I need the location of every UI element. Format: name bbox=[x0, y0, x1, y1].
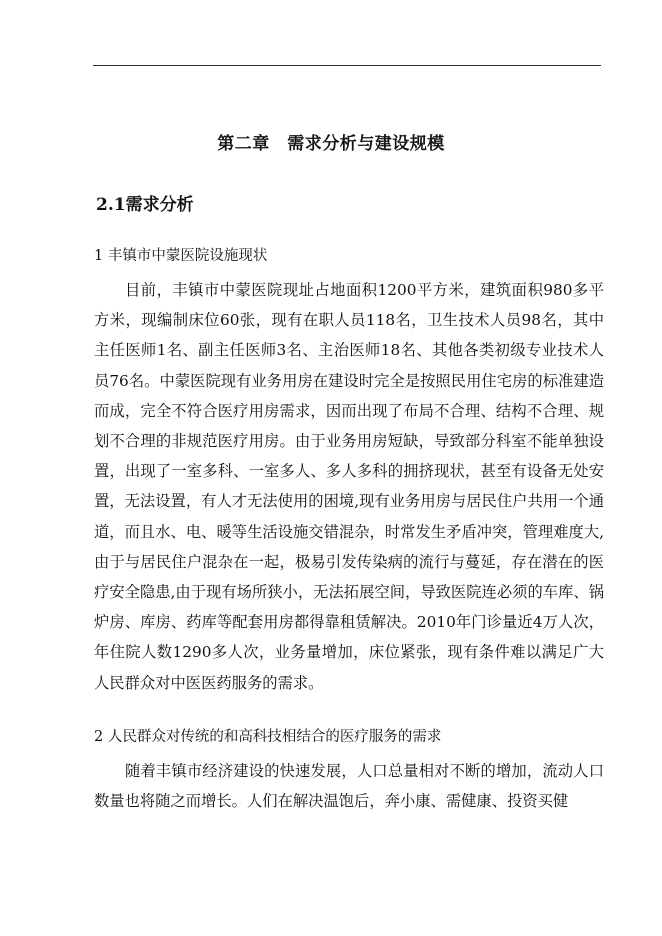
header-rule bbox=[93, 65, 601, 66]
section-title: 2.1需求分析 bbox=[96, 195, 194, 215]
subsection-heading-public-demand: 2 人民群众对传统的和高科技相结合的医疗服务的需求 bbox=[94, 729, 442, 745]
paragraph-facility-status: 目前，丰镇市中蒙医院现址占地面积1200平方米，建筑面积980多平方米，现编制床位60张，现有在职人员118名，卫生技术人员98名，其中主任医师1名、副主任医师3名、主治医师18名、其他各类初级专业技术人员76名。中蒙医院现有业务用房在建设时完全是按照民用住宅房的标准建造而成，完全不符合医疗用房需求，因而出现了布局不合理、结构不合理、规划不合理的非规范医疗用房。由于业务用房短缺，导致部分科室不能单独设置，出现了一室多科、一室多人、多人多科的拥挤现状，甚至有设备无处安置，无法设置，有人才无法使用的困境,现有业务用房与居民住户共用一个通道，而且水、电、暖等生活设施交错混杂，时常发生矛盾冲突，管理难度大,由于与居民住户混杂在一起，极易引发传染病的流行与蔓延，存在潜在的医疗安全隐患,由于现有场所狭小，无法拓展空间，导致医院连必须的车库、锅炉房、库房、药库等配套用房都得靠租赁解决。2010年门诊量近4万人次，年住院人数1290多人次，业务量增加，床位紧张，现有条件难以满足广大人民群众对中医医药服务的需求。 bbox=[94, 281, 604, 692]
subsection-heading-facility-status: 1 丰镇市中蒙医院设施现状 bbox=[94, 248, 268, 264]
chapter-title: 第二章 需求分析与建设规模 bbox=[217, 134, 445, 154]
paragraph-public-demand: 随着丰镇市经济建设的快速发展，人口总量相对不断的增加，流动人口数量也将随之而增长。人们在解决温饱后，奔小康、需健康、投资买健 bbox=[94, 762, 604, 811]
